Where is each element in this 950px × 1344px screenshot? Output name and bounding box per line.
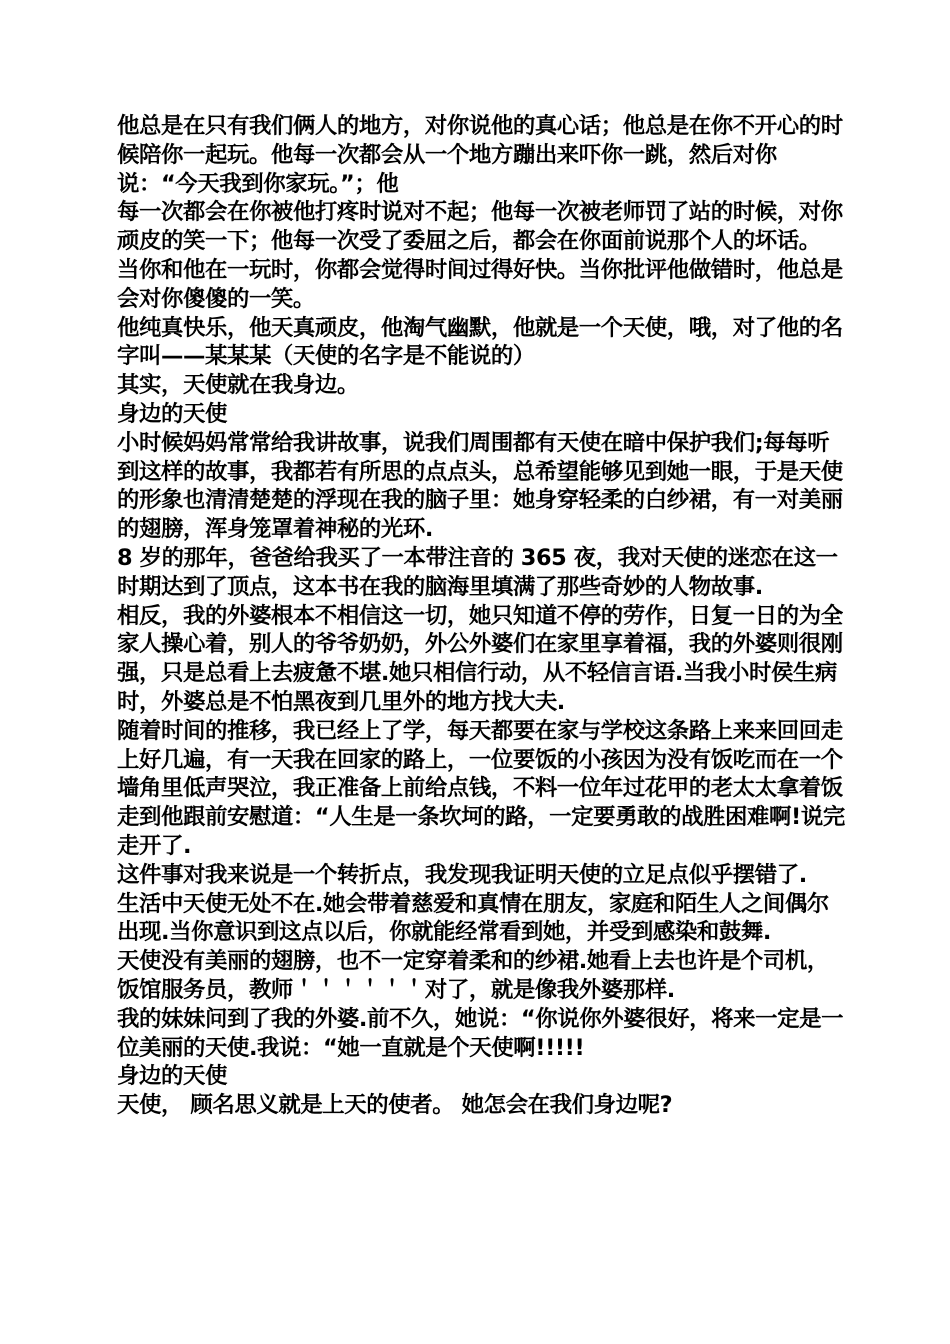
paragraph-8: 相反，我的外婆根本不相信这一切，她只知道不停的劳作，日复一日的为全家人操心着，别人的爷爷奶奶，外公外婆们在家里享着福，我的外婆则很刚强，只是总看上去疲惫不堪.她只相信行动，从不轻信言语.当我小时侯生病时，外婆总是不怕黑夜到几里外的地方找大夫.	[117, 602, 843, 715]
paragraph-5: 其实，天使就在我身边。	[117, 372, 359, 399]
section-heading-2: 身边的天使	[117, 1063, 227, 1090]
document-body	[117, 112, 847, 1120]
paragraph-13: 我的妹妹问到了我的外婆.前不久，她说：“你说你外婆很好，将来一定是一位美丽的天使.我说：“她一直就是个天使啊!!!!!	[117, 1005, 844, 1061]
paragraph-7: 8 岁的那年，爸爸给我买了一本带注音的 365 夜，我对天使的迷恋在这一时期达到了顶点，这本书在我的脑海里填满了那些奇妙的人物故事.	[117, 544, 838, 600]
paragraph-2: 每一次都会在你被他打疼时说对不起；他每一次被老师罚了站的时候，对你顽皮的笑一下；他每一次受了委屈之后，都会在你面前说那个人的坏话。	[117, 199, 843, 255]
paragraph-14: 天使， 顾名思义就是上天的使者。 她怎会在我们身边呢?	[117, 1092, 673, 1119]
paragraph-10: 这件事对我来说是一个转折点，我发现我证明天使的立足点似乎摆错了.	[117, 861, 807, 888]
paragraph-6: 小时候妈妈常常给我讲故事，说我们周围都有天使在暗中保护我们;每每听到这样的故事，我都若有所思的点点头，总希望能够见到她一眼，于是天使的形象也清清楚楚的浮现在我的脑子里：她身穿轻柔的白纱裙，有一对美丽的翅膀，浑身笼罩着神秘的光环.	[117, 429, 843, 543]
paragraph-12: 天使没有美丽的翅膀，也不一定穿着柔和的纱裙.她看上去也许是个司机，饭馆服务员，教师＇＇＇＇＇＇对了，就是像我外婆那样.	[117, 948, 829, 1003]
paragraph-1: 他总是在只有我们俩人的地方，对你说他的真心话；他总是在你不开心的时候陪你一起玩。他每一次都会从一个地方蹦出来吓你一跳，然后对你说：“今天我到你家玩。”；他	[117, 113, 843, 197]
paragraph-11: 生活中天使无处不在.她会带着慈爱和真情在朋友，家庭和陌生人之间偶尔出现.当你意识到这点以后，你就能经常看到她，并受到感染和鼓舞.	[117, 890, 829, 946]
paragraph-4: 他纯真快乐，他天真顽皮，他淘气幽默，他就是一个天使，哦，对了他的名字叫——某某某（天使的名字是不能说的）	[117, 314, 843, 370]
paragraph-3: 当你和他在一玩时，你都会觉得时间过得好快。当你批评他做错时，他总是会对你傻傻的一笑。	[117, 256, 843, 312]
paragraph-9: 随着时间的推移，我已经上了学，每天都要在家与学校这条路上来来回回走上好几遍，有一天我在回家的路上，一位要饭的小孩因为没有饭吃而在一个墙角里低声哭泣，我正准备上前给点钱，不料一位年过花甲的老太太拿着饭走到他跟前安慰道：“人生是一条坎坷的路，一定要勇敢的战胜困难啊!说完走开了.	[117, 717, 845, 859]
section-heading-1: 身边的天使	[117, 400, 227, 427]
